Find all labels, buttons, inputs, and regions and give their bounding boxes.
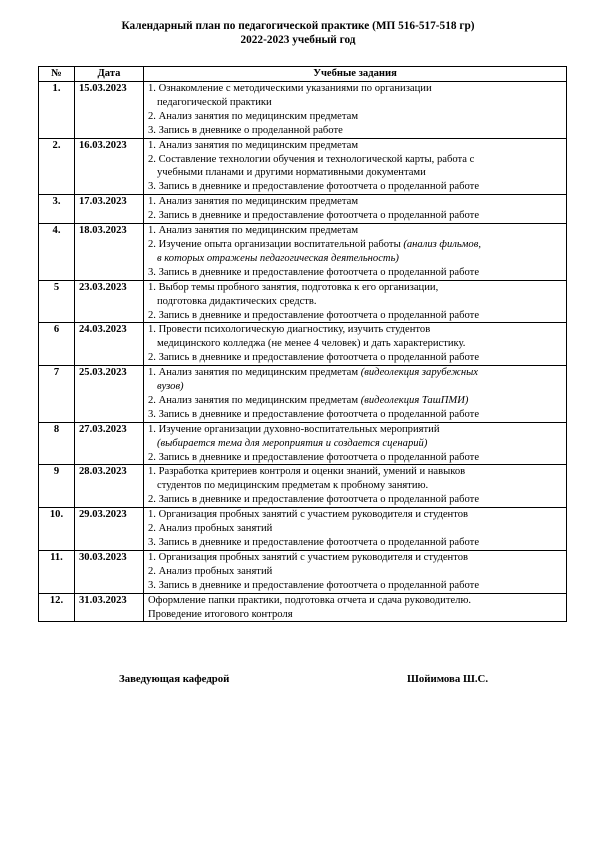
table-row — [39, 138, 567, 195]
task-text: 2. Запись в дневнике и предоставление фотоотчета о проделанной работе — [148, 451, 480, 463]
task-text: 1. Анализ занятия по медицинским предметам — [148, 225, 359, 237]
task-item — [148, 224, 563, 238]
row-date: 31.03.2023 — [75, 593, 144, 622]
task-text: 2. Изучение опыта организации воспитательной работы — [148, 238, 404, 250]
row-tasks — [144, 138, 567, 195]
task-item — [148, 493, 563, 507]
task-text: Оформление папки практики, подготовка отчета и сдача руководителю. — [148, 594, 472, 606]
task-text: 1. Выбор темы пробного занятия, подготовка к его организации, — [148, 281, 439, 293]
task-note: (видеолекция зарубежных — [360, 367, 478, 379]
table-row — [39, 366, 567, 423]
row-tasks — [144, 280, 567, 323]
row-number: 8 — [39, 422, 75, 465]
task-text-continued: подготовка дидактических средств. — [157, 295, 317, 307]
row-number: 1. — [39, 82, 75, 139]
task-item — [148, 551, 563, 565]
row-tasks — [144, 224, 567, 281]
task-text: 3. Запись в дневнике о проделанной работе — [148, 124, 343, 136]
table-row — [39, 465, 567, 508]
task-item — [148, 465, 563, 493]
task-note-continued: (выбирается тема для мероприятия и создается сценарий) — [157, 437, 428, 449]
column-header-date: Дата — [75, 67, 144, 82]
signer-position: Заведующая кафедрой — [119, 673, 230, 685]
table-row — [39, 323, 567, 366]
row-tasks — [144, 465, 567, 508]
task-item — [148, 579, 563, 593]
task-text-continued: студентов по медицинским предметам к пробному занятию. — [157, 480, 429, 492]
row-tasks — [144, 422, 567, 465]
task-text: Проведение итогового контроля — [148, 608, 293, 620]
table-row — [39, 280, 567, 323]
task-text: 1. Изучение организации духовно-воспитательных мероприятий — [148, 423, 440, 435]
calendar-plan-table — [38, 66, 567, 622]
row-date: 28.03.2023 — [75, 465, 144, 508]
table-row — [39, 224, 567, 281]
row-date: 27.03.2023 — [75, 422, 144, 465]
task-text: 1. Организация пробных занятий с участием руководителя и студентов — [148, 509, 469, 521]
task-item — [148, 522, 563, 536]
task-text-continued: педагогической практики — [157, 96, 272, 108]
task-item — [148, 451, 563, 465]
row-tasks — [144, 195, 567, 224]
row-date: 18.03.2023 — [75, 224, 144, 281]
task-item — [148, 536, 563, 550]
row-number: 2. — [39, 138, 75, 195]
row-number: 3. — [39, 195, 75, 224]
task-text: 3. Запись в дневнике и предоставление фотоотчета о проделанной работе — [148, 181, 480, 193]
document-header — [0, 20, 596, 47]
row-number: 6 — [39, 323, 75, 366]
task-text: 1. Ознакомление с методическими указаниями по организации — [148, 83, 432, 94]
task-item — [148, 408, 563, 422]
task-item — [148, 323, 563, 351]
signer-name: Шойимова Ш.С. — [407, 673, 489, 685]
task-item — [148, 124, 563, 138]
row-number: 7 — [39, 366, 75, 423]
task-item — [148, 238, 563, 266]
row-tasks — [144, 323, 567, 366]
row-date: 30.03.2023 — [75, 550, 144, 593]
table-row — [39, 508, 567, 551]
task-text: 3. Запись в дневнике и предоставление фотоотчета о проделанной работе — [148, 537, 480, 548]
task-text: 1. Анализ занятия по медицинским предметам — [148, 196, 359, 208]
task-text: 2. Запись в дневнике и предоставление фотоотчета о проделанной работе — [148, 352, 480, 364]
row-date: 17.03.2023 — [75, 195, 144, 224]
row-number: 9 — [39, 465, 75, 508]
task-text: 2. Анализ пробных занятий — [148, 523, 273, 535]
task-note-continued: в которых отражены педагогическая деятельность) — [157, 252, 399, 264]
table-header-row — [39, 67, 567, 82]
task-item — [148, 366, 563, 394]
task-item — [148, 195, 563, 209]
row-tasks — [144, 508, 567, 551]
table-row — [39, 422, 567, 465]
task-item — [148, 423, 563, 451]
task-text: 3. Запись в дневнике и предоставление фотоотчета о проделанной работе — [148, 579, 480, 591]
task-item — [148, 594, 563, 608]
task-item — [148, 394, 563, 408]
table-body — [39, 82, 567, 622]
table-row — [39, 593, 567, 622]
task-text: 1. Организация пробных занятий с участием руководителя и студентов — [148, 551, 469, 563]
task-item — [148, 309, 563, 323]
row-tasks — [144, 82, 567, 139]
row-number: 10. — [39, 508, 75, 551]
task-text: 1. Разработка критериев контроля и оценки знаний, умений и навыков — [148, 466, 466, 478]
row-number: 12. — [39, 593, 75, 622]
task-note: (видеолекция ТашПМИ) — [360, 394, 469, 406]
row-date: 29.03.2023 — [75, 508, 144, 551]
task-text: 2. Анализ занятия по медицинским предметам — [148, 394, 361, 406]
table-row — [39, 195, 567, 224]
task-text: 1. Анализ занятия по медицинским предметам — [148, 139, 359, 151]
task-text: 2. Запись в дневнике и предоставление фотоотчета о проделанной работе — [148, 309, 480, 321]
task-text: 2. Анализ занятия по медицинским предметам — [148, 110, 359, 122]
row-number: 4. — [39, 224, 75, 281]
task-note: (анализ фильмов, — [403, 238, 481, 250]
task-note-continued: вузов) — [157, 381, 184, 393]
task-text: 2. Запись в дневнике и предоставление фотоотчета о проделанной работе — [148, 210, 480, 222]
table-row — [39, 550, 567, 593]
task-item — [148, 110, 563, 124]
task-text: 1. Анализ занятия по медицинским предметам — [148, 367, 361, 379]
row-date: 25.03.2023 — [75, 366, 144, 423]
task-item — [148, 180, 563, 194]
task-text: 2. Анализ пробных занятий — [148, 565, 273, 577]
task-text-continued: учебными планами и другими нормативными документами — [157, 167, 426, 179]
column-header-number: № — [39, 67, 75, 82]
task-item — [148, 209, 563, 223]
task-text: 2. Составление технологии обучения и технологической карты, работа с — [148, 153, 475, 165]
row-date: 23.03.2023 — [75, 280, 144, 323]
row-tasks — [144, 550, 567, 593]
task-text: 1. Провести психологическую диагностику, изучить студентов — [148, 324, 431, 336]
row-date: 15.03.2023 — [75, 82, 144, 139]
academic-year: 2022-2023 учебный год — [240, 33, 356, 46]
row-tasks — [144, 366, 567, 423]
document-title: Календарный план по педагогической практике (МП 516-517-518 гр) — [121, 20, 475, 32]
row-date: 24.03.2023 — [75, 323, 144, 366]
task-item — [148, 508, 563, 522]
task-item — [148, 82, 563, 110]
task-item — [148, 608, 563, 622]
row-date: 16.03.2023 — [75, 138, 144, 195]
table-row — [39, 82, 567, 139]
task-text: 2. Запись в дневнике и предоставление фотоотчета о проделанной работе — [148, 494, 480, 506]
row-tasks — [144, 593, 567, 622]
task-text: 3. Запись в дневнике и предоставление фотоотчета о проделанной работе — [148, 266, 480, 278]
task-text-continued: медицинского колледжа (не менее 4 человек) и дать характеристику. — [157, 338, 466, 350]
task-item — [148, 281, 563, 309]
row-number: 5 — [39, 280, 75, 323]
task-item — [148, 565, 563, 579]
task-text: 3. Запись в дневнике и предоставление фотоотчета о проделанной работе — [148, 408, 480, 420]
task-item — [148, 139, 563, 153]
column-header-tasks: Учебные задания — [144, 67, 567, 82]
task-item — [148, 351, 563, 365]
task-item — [148, 266, 563, 280]
row-number: 11. — [39, 550, 75, 593]
task-item — [148, 153, 563, 181]
